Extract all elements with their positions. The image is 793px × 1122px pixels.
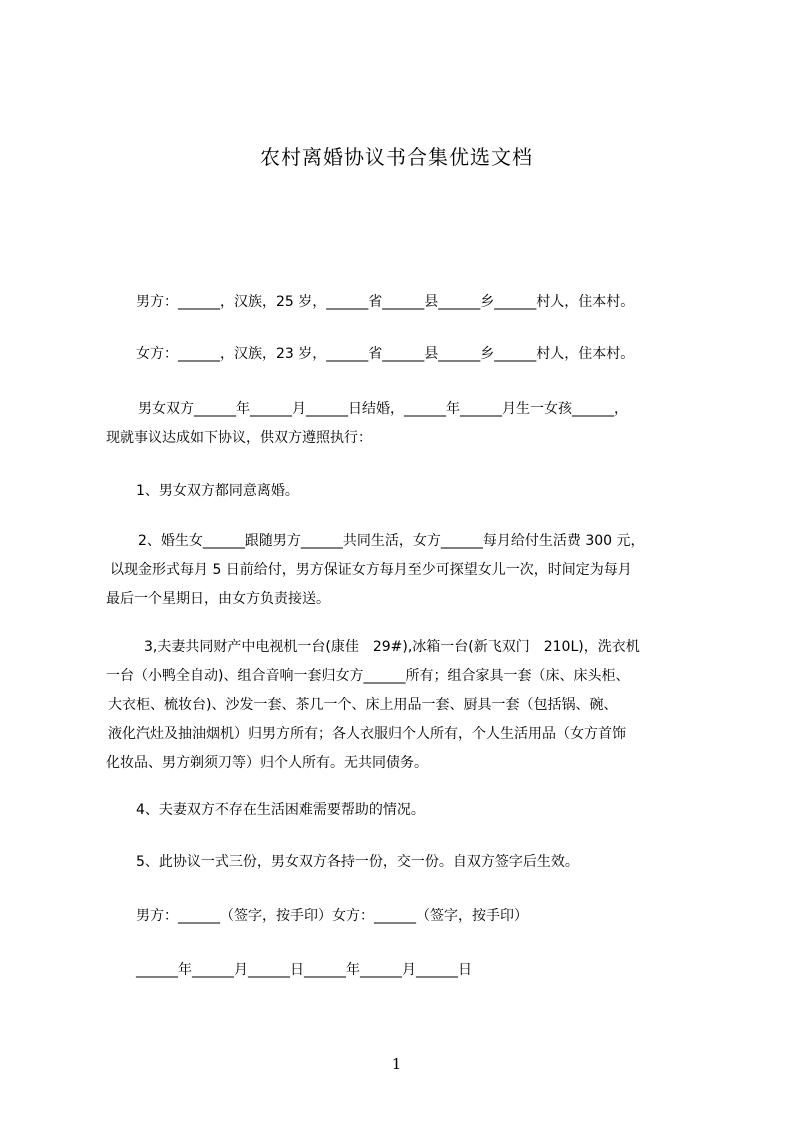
clause-2-line: 最后一个星期日，由女方负责接送。: [106, 591, 330, 607]
female-party-paragraph: 女方：______，汉族，23 岁，______省______县______乡______村人，住本村。: [136, 346, 635, 362]
clause-3-line: 大衣柜、梳妆台)、沙发一套、茶几一个、床上用品一套、厨具一套（包括锅、碗、: [108, 697, 618, 713]
clause-2-line: 以现金形式每月 5 日前给付，男方保证女方每月至少可探望女儿一次，时间定为每月: [110, 562, 632, 578]
clause-3-line: 化妆品、男方剃须刀等）归个人所有。无共同债务。: [106, 755, 428, 771]
clause-1-paragraph: 1、男女双方都同意离婚。: [136, 483, 299, 499]
intro-paragraph: [106, 395, 628, 453]
document-title: 农村离婚协议书合集优选文档: [260, 145, 533, 169]
male-party-paragraph: 男方：______，汉族，25 岁，______省______县______乡______村人，住本村。: [136, 294, 635, 310]
signatures-line: 男方：______（签字，按手印）女方：______（签字，按手印）: [136, 908, 528, 924]
clause-3-line: 液化汽灶及抽油烟机）归男方所有；各人衣服归个人所有，个人生活用品（女方首饰: [108, 726, 626, 742]
clause-3-line: 一台（小鸭全自动)、组合音响一套归女方______所有；组合家具一套（床、床头柜、: [106, 668, 630, 684]
intro-line: 男女双方______年______月______日结婚，______年______月生一女孩______，: [138, 401, 628, 417]
dates-line: ______年______月______日______年______月______日: [136, 962, 472, 978]
clause-5-paragraph: 5、此协议一式三份，男女双方各持一份，交一份。自双方签字后生效。: [136, 854, 579, 870]
clause-2-paragraph: [106, 527, 645, 614]
clause-3-paragraph: [106, 633, 640, 778]
clause-2-line: 2、婚生女______跟随男方______共同生活，女方______每月给付生活费 300 元，: [138, 533, 645, 549]
clause-4-paragraph: 4、夫妻双方不存在生活困难需要帮助的情况。: [136, 802, 425, 818]
intro-line: 现就事议达成如下协议，供双方遵照执行：: [106, 430, 372, 446]
page-number: 1: [391, 1055, 402, 1073]
clause-3-line: 3,夫妻共同财产中电视机一台(康佳 29#),冰箱一台(新飞双门 210L)，洗衣机: [144, 639, 640, 655]
